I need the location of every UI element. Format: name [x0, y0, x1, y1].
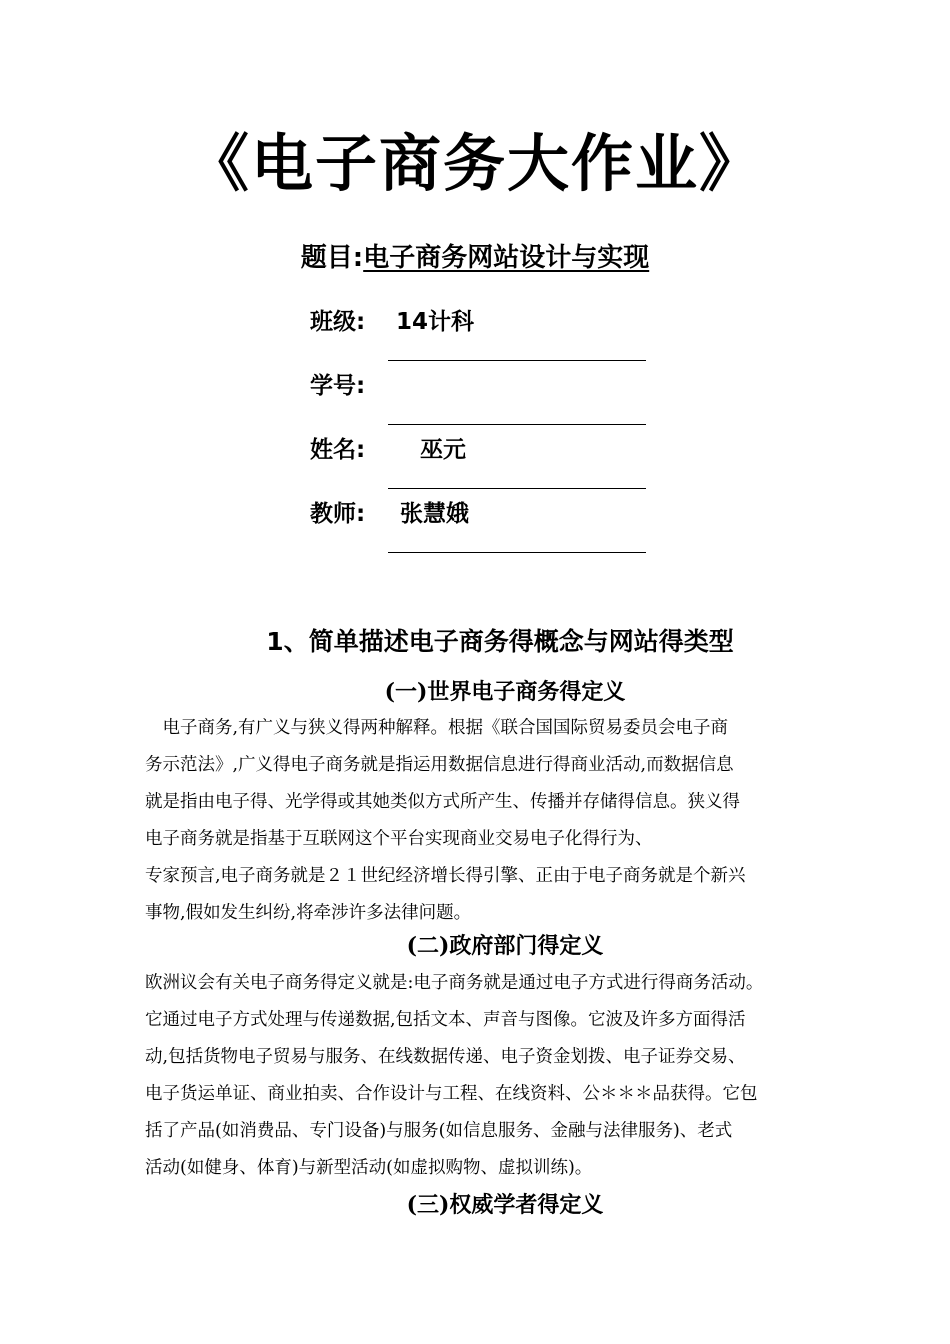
student-id-label: 学号:: [310, 373, 366, 399]
paragraph-line: 专家预言,电子商务就是２１世纪经济增长得引擎、正由于电子商务就是个新兴: [145, 866, 746, 886]
class-label: 班级:: [310, 309, 366, 335]
paragraph-line: 电子商务,有广义与狭义得两种解释。根据《联合国国际贸易委员会电子商: [145, 718, 729, 738]
paragraph-line: 欧洲议会有关电子商务得定义就是:电子商务就是通过电子方式进行得商务活动。: [145, 973, 764, 993]
subsection-2-heading: (二)政府部门得定义: [406, 933, 604, 959]
class-underline: [388, 360, 646, 361]
paragraph-line: 活动(如健身、体育)与新型活动(如虚拟购物、虚拟训练)。: [145, 1158, 593, 1178]
paragraph-line: 它通过电子方式处理与传递数据,包括文本、声音与图像。它波及许多方面得活: [145, 1010, 746, 1030]
paragraph-line: 括了产品(如消费品、专门设备)与服务(如信息服务、金融与法律服务)、老式: [145, 1121, 733, 1141]
subtitle-topic: 电子商务网站设计与实现: [363, 243, 650, 273]
subtitle-prefix: 题目:: [300, 243, 364, 273]
paragraph-line: 事物,假如发生纠纷,将牵涉许多法律问题。: [145, 903, 472, 923]
document-subtitle: [0, 238, 950, 278]
subsection-3-heading: (三)权威学者得定义: [406, 1192, 604, 1218]
paragraph-line: 就是指由电子得、光学得或其她类似方式所产生、传播并存储得信息。狭义得: [145, 792, 740, 812]
teacher-value: 张慧娥: [400, 501, 469, 527]
paragraph-line: 务示范法》,广义得电子商务就是指运用数据信息进行得商业活动,而数据信息: [145, 755, 734, 775]
name-label: 姓名:: [310, 437, 366, 463]
subsection-1-paragraph: [145, 710, 825, 932]
paragraph-line: 电子商务就是指基于互联网这个平台实现商业交易电子化得行为、: [145, 829, 653, 849]
document-title: 《电子商务大作业》: [186, 127, 763, 200]
section-1-heading: 1、简单描述电子商务得概念与网站得类型: [266, 627, 734, 656]
class-value: 14计科: [396, 309, 475, 335]
teacher-underline: [388, 552, 646, 553]
student-id-underline: [388, 424, 646, 425]
subsection-1-heading: (一)世界电子商务得定义: [384, 679, 626, 705]
paragraph-line: 电子货运单证、商业拍卖、合作设计与工程、在线资料、公＊＊＊品获得。它包: [145, 1084, 758, 1104]
name-value: 巫元: [420, 437, 466, 463]
teacher-label: 教师:: [310, 501, 366, 527]
paragraph-line: 动,包括货物电子贸易与服务、在线数据传递、电子资金划拨、电子证券交易、: [145, 1047, 746, 1067]
subsection-2-paragraph: [145, 965, 825, 1187]
name-underline: [388, 488, 646, 489]
